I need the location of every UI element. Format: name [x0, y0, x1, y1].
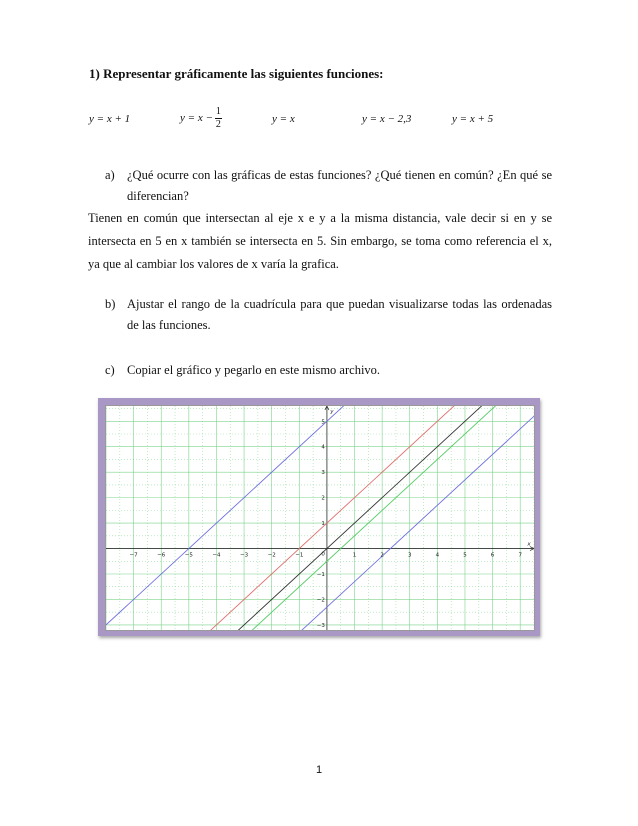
x-tick-label: 4	[435, 552, 440, 559]
function-3-rhs: x	[289, 113, 295, 125]
x-tick-label: −5	[184, 552, 193, 559]
function-2-rhs: x −	[197, 112, 213, 125]
function-3-lhs: y =	[272, 113, 290, 125]
fraction-numerator: 1	[215, 106, 221, 117]
x-tick-label: 3	[407, 552, 412, 559]
x-tick-label: −3	[240, 552, 249, 559]
series-line-3	[106, 406, 534, 630]
x-tick-label: −4	[212, 552, 221, 559]
fraction-denominator: 2	[215, 119, 221, 130]
function-4	[362, 113, 411, 125]
function-2-lhs: y =	[180, 112, 198, 125]
x-tick-label: −1	[295, 552, 304, 559]
origin-label: 0	[321, 551, 325, 558]
y-axis-label: y	[330, 409, 334, 415]
function-4-rhs: x − 2,3	[379, 113, 412, 125]
y-tick-label: 5	[321, 419, 325, 426]
question-b-text: Ajustar el rango de la cuadrícula para que puedan visualizarse todas las ordenadas de las funciones.	[127, 297, 552, 332]
section-heading: 1) Representar gráficamente las siguientes funciones:	[89, 66, 384, 81]
series-line-1	[106, 406, 534, 625]
graph-canvas	[105, 405, 535, 631]
function-4-lhs: y =	[362, 113, 380, 125]
y-tick-label: 3	[321, 470, 325, 477]
function-2-fraction	[215, 106, 222, 131]
question-a-label: a)	[105, 168, 115, 182]
y-tick-label: 2	[321, 495, 325, 502]
question-c-label: c)	[105, 363, 115, 377]
y-tick-label: −1	[316, 572, 325, 578]
question-b-label: b)	[105, 297, 116, 311]
x-tick-label: −2	[267, 552, 276, 559]
y-tick-label: −2	[316, 597, 325, 604]
x-axis-label: x	[527, 541, 531, 548]
answer-a: Tienen en común que intersectan al eje x e y a la misma distancia, vale decir si en y se intersecta en 5 en x también se intersecta en 5. Sin embargo, se toma como referencia el x, ya que al cambiar los valores de x varía la grafica.	[88, 211, 552, 271]
x-tick-label: −6	[157, 552, 166, 559]
function-plot	[106, 406, 534, 630]
x-tick-label: 7	[518, 552, 522, 559]
x-tick-label: 6	[490, 552, 495, 559]
question-a-text: ¿Qué ocurre con las gráficas de estas funciones? ¿Qué tienen en común? ¿En qué se diferencian?	[127, 168, 552, 203]
x-tick-label: 5	[463, 552, 467, 559]
series-line-4	[106, 406, 534, 630]
y-tick-label: 1	[321, 521, 325, 528]
x-tick-label: −7	[129, 552, 138, 559]
page-number: 1	[315, 764, 323, 776]
series-line-2	[106, 406, 534, 630]
y-tick-label: −3	[316, 622, 325, 629]
function-2	[180, 106, 222, 131]
y-tick-label: 4	[321, 444, 325, 451]
graph-frame	[98, 398, 540, 636]
function-3	[272, 113, 295, 125]
x-tick-label: 2	[380, 552, 384, 559]
function-5	[452, 113, 493, 125]
function-1-lhs: y =	[89, 113, 107, 125]
x-tick-label: 1	[352, 552, 357, 559]
question-c	[0, 360, 638, 382]
function-1-rhs: x + 1	[106, 113, 131, 125]
question-b	[0, 294, 638, 336]
function-5-lhs: y =	[452, 113, 470, 125]
function-1	[89, 113, 130, 125]
question-a	[0, 165, 638, 207]
function-5-rhs: x + 5	[469, 113, 494, 125]
question-c-text: Copiar el gráfico y pegarlo en este mismo archivo.	[127, 363, 381, 377]
